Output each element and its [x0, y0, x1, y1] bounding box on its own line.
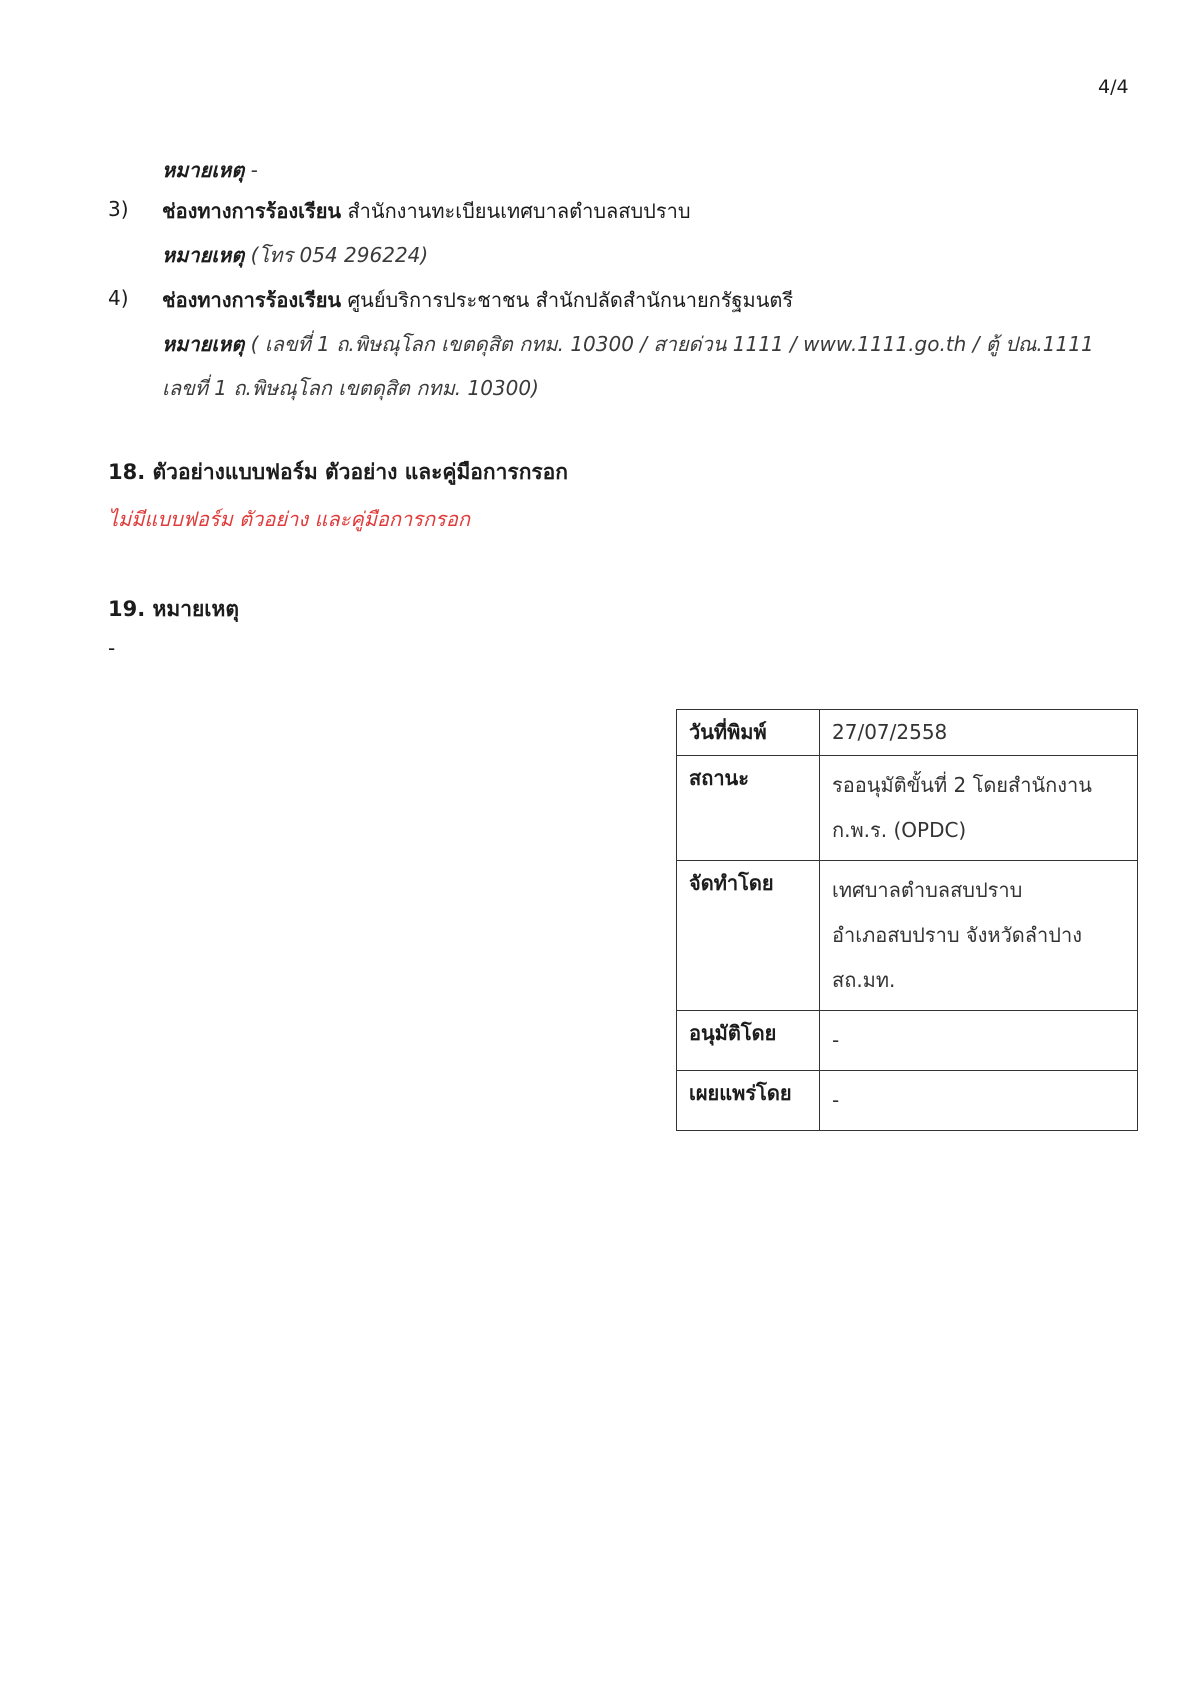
table-row: [677, 1071, 1138, 1131]
table-value-line: รออนุมัติขั้นที่ 2 โดยสำนักงาน: [832, 773, 1092, 797]
table-value: [820, 756, 1138, 861]
table-value: -: [820, 1011, 1138, 1071]
note-text: -: [244, 158, 258, 182]
table-value: 27/07/2558: [820, 710, 1138, 756]
table-key: อนุมัติโดย: [677, 1011, 820, 1071]
table-value-line: เทศบาลตำบลสบปราบ: [832, 878, 1023, 902]
channel-number: 4): [108, 286, 129, 310]
channel-value: ศูนย์บริการประชาชน สำนักปลัดสำนักนายกรัฐมนตรี: [341, 288, 794, 312]
note-text-continued: เลขที่ 1 ถ.พิษณุโลก เขตดุสิต กทม. 10300): [162, 376, 539, 400]
channel-label: ช่องทางการร้องเรียน: [162, 199, 342, 223]
table-row: [677, 710, 1138, 756]
table-value-line: อำเภอสบปราบ จังหวัดลำปาง: [832, 923, 1082, 947]
note-top: [162, 154, 258, 186]
channel-4-note: [162, 328, 1094, 360]
table-row: [677, 861, 1138, 1011]
note-text: ( เลขที่ 1 ถ.พิษณุโลก เขตดุสิต กทม. 10300 / สายด่วน 1111 / www.1111.go.th / ตู้ ปณ.1111: [244, 332, 1094, 356]
section-19-body: -: [108, 636, 116, 660]
table-key: สถานะ: [677, 756, 820, 861]
note-label: หมายเหตุ: [162, 243, 245, 267]
channel-3: [162, 195, 691, 227]
section-18-body: ไม่มีแบบฟอร์ม ตัวอย่าง และคู่มือการกรอก: [108, 507, 470, 531]
section-19-heading: 19. หมายเหตุ: [108, 597, 239, 621]
page-number: 4/4: [1098, 76, 1129, 98]
channel-number: 3): [108, 197, 129, 221]
channel-label: ช่องทางการร้องเรียน: [162, 288, 342, 312]
note-label: หมายเหตุ: [162, 332, 245, 356]
table-value: [820, 861, 1138, 1011]
table-key: จัดทำโดย: [677, 861, 820, 1011]
channel-3-note: [162, 239, 428, 271]
channel-4: [162, 284, 793, 316]
table-row: [677, 1011, 1138, 1071]
section-18-heading: 18. ตัวอย่างแบบฟอร์ม ตัวอย่าง และคู่มือการกรอก: [108, 460, 569, 484]
note-label: หมายเหตุ: [162, 158, 245, 182]
channel-value: สำนักงานทะเบียนเทศบาลตำบลสบปราบ: [341, 199, 691, 223]
note-text: (โทร 054 296224): [244, 243, 429, 267]
table-key: เผยแพร่โดย: [677, 1071, 820, 1131]
document-info-table: [676, 709, 1138, 1131]
table-value-line: สถ.มท.: [832, 968, 896, 992]
table-value-line: ก.พ.ร. (OPDC): [832, 818, 967, 842]
table-row: [677, 756, 1138, 861]
table-value: -: [820, 1071, 1138, 1131]
table-key: วันที่พิมพ์: [677, 710, 820, 756]
